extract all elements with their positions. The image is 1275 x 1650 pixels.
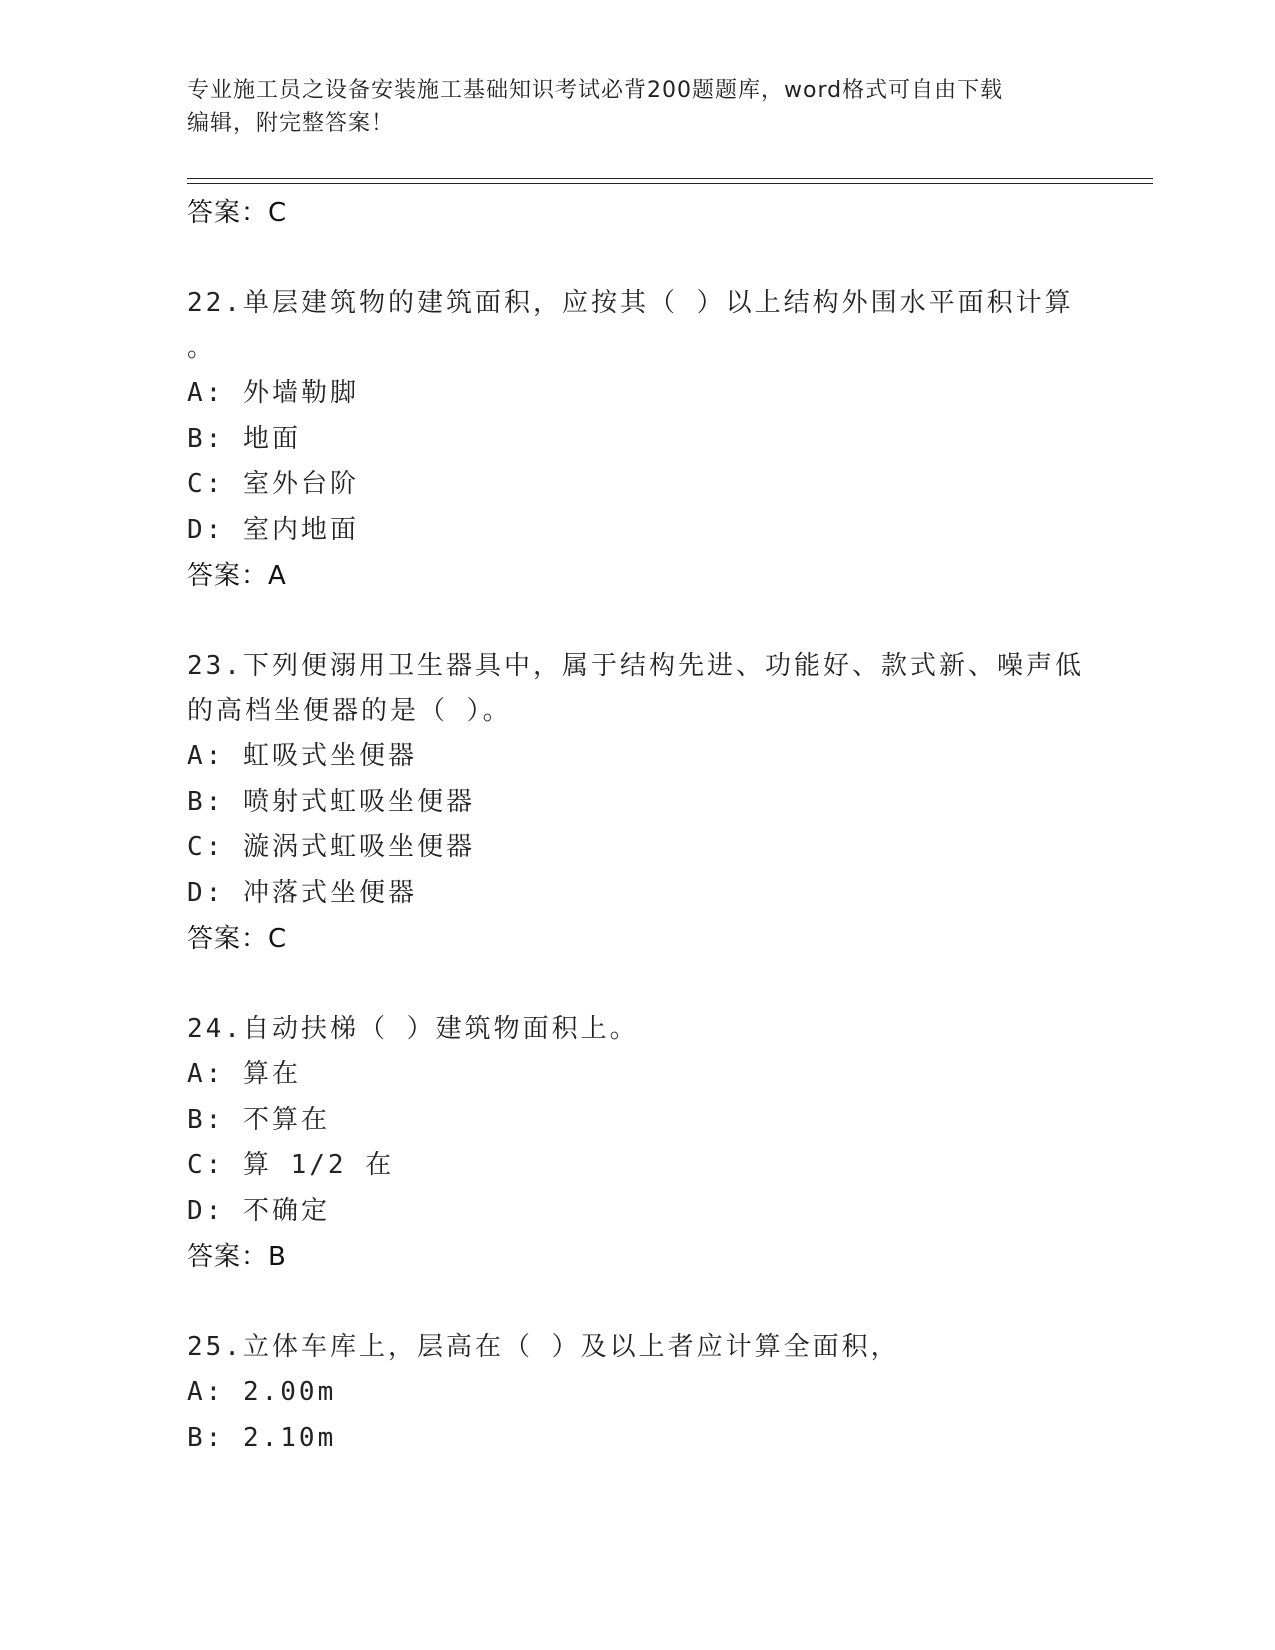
question-text: 的高档坐便器的是（ ）。: [187, 696, 512, 726]
option-b: B: 喷射式虹吸坐便器: [187, 786, 475, 817]
question-text: 24.自动扶梯（ ）建筑物面积上。: [187, 1014, 639, 1044]
option-b: B: 地面: [187, 423, 301, 454]
option-b: B: 2.10m: [187, 1422, 337, 1453]
header-divider-bottom: [187, 183, 1153, 184]
option-d: D: 冲落式坐便器: [187, 877, 417, 908]
option-a: A: 虹吸式坐便器: [187, 741, 417, 771]
option-a: A: 算在: [187, 1059, 301, 1089]
question-block: [187, 1325, 1087, 1461]
question-text: 23.下列便溺用卫生器具中，属于结构先进、功能好、款式新、噪声低: [187, 651, 1084, 681]
question-text: 。: [187, 333, 217, 363]
question-text: 25.立体车库上，层高在（ ）及以上者应计算全面积，: [187, 1332, 900, 1362]
option-c: C: 漩涡式虹吸坐便器: [187, 832, 475, 862]
header-line-1: 专业施工员之设备安装施工基础知识考试必背200题题库，word格式可自由下载: [187, 78, 1004, 103]
spacer: [187, 1280, 1087, 1325]
answer-line: 答案：C: [187, 924, 288, 954]
answer-line: 答案：A: [187, 561, 287, 591]
spacer: [187, 236, 1087, 281]
option-a: A: 2.00m: [187, 1377, 337, 1407]
question-block: [187, 644, 1087, 962]
option-d: D: 不确定: [187, 1195, 330, 1226]
spacer: [187, 599, 1087, 644]
question-text: 22.单层建筑物的建筑面积，应按其（ ）以上结构外围水平面积计算: [187, 288, 1074, 318]
question-list: [187, 190, 1087, 1461]
question-block: [187, 1007, 1087, 1280]
option-d: D: 室内地面: [187, 514, 359, 545]
answer-line: 答案：B: [187, 1242, 287, 1272]
document-header: [187, 74, 1087, 140]
spacer: [187, 962, 1087, 1007]
header-line-2: 编辑，附完整答案！: [187, 111, 395, 136]
answer-line: 答案：C: [187, 198, 288, 228]
question-block: [187, 281, 1087, 599]
option-b: B: 不算在: [187, 1104, 330, 1135]
option-a: A: 外墙勒脚: [187, 378, 359, 408]
option-c: C: 室外台阶: [187, 469, 359, 499]
header-divider-top: [187, 178, 1153, 179]
option-c: C: 算 1/2 在: [187, 1150, 395, 1180]
